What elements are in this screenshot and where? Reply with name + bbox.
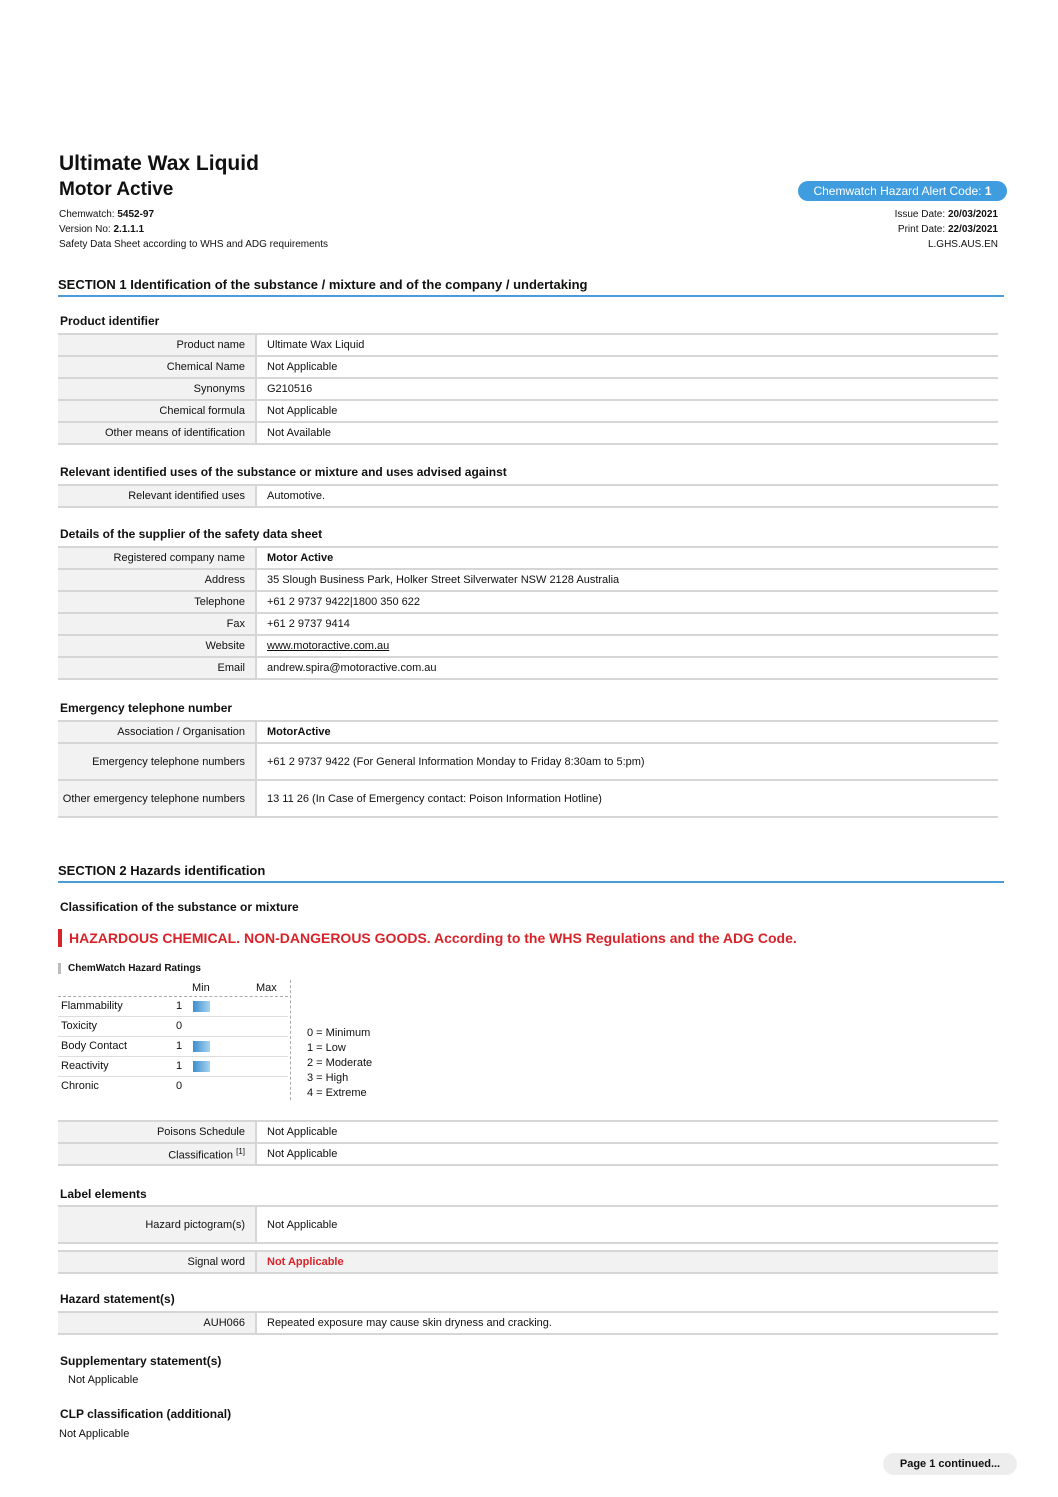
section-1-heading: SECTION 1 Identification of the substance / mixture and of the company / undertaking xyxy=(58,277,1004,297)
rating-bar xyxy=(193,1041,210,1052)
rating-name: Reactivity xyxy=(61,1060,109,1072)
row-key: Address xyxy=(58,569,256,591)
alert-code: 1 xyxy=(984,184,992,198)
rating-bar xyxy=(193,1061,210,1072)
rating-value: 0 xyxy=(176,1020,183,1032)
row-key: Emergency telephone numbers xyxy=(58,743,256,780)
supplier-heading: Details of the supplier of the safety data sheet xyxy=(60,527,323,541)
clp-heading: CLP classification (additional) xyxy=(60,1407,232,1421)
issue-value: 20/03/2021 xyxy=(947,209,998,220)
rating-row xyxy=(58,1037,288,1057)
hazard-statements-table xyxy=(58,1311,998,1335)
rating-name: Flammability xyxy=(61,1000,123,1012)
row-key xyxy=(58,1143,256,1165)
ratings-legend xyxy=(307,1026,372,1101)
table-row xyxy=(58,569,998,591)
document-code: L.GHS.AUS.EN xyxy=(927,239,998,250)
row-key: Relevant identified uses xyxy=(58,485,256,507)
row-value: MotorActive xyxy=(256,721,998,743)
clp-text: Not Applicable xyxy=(59,1428,130,1440)
table-row xyxy=(58,400,998,422)
row-value: Not Applicable xyxy=(256,400,998,422)
website-link[interactable]: www.motoractive.com.au xyxy=(267,640,390,652)
signal-word-value: Not Applicable xyxy=(256,1251,998,1273)
row-key: Chemical formula xyxy=(58,400,256,422)
version-label: Version No: xyxy=(59,224,111,235)
row-key: Chemical Name xyxy=(58,356,256,378)
version-value: 2.1.1.1 xyxy=(113,224,145,235)
table-row xyxy=(58,591,998,613)
row-key: Synonyms xyxy=(58,378,256,400)
table-row xyxy=(58,547,998,569)
hazard-statements-heading: Hazard statement(s) xyxy=(60,1292,175,1306)
uses-heading: Relevant identified uses of the substance or mixture and uses advised against xyxy=(60,465,507,479)
hazard-banner: HAZARDOUS CHEMICAL. NON-DANGEROUS GOODS. According to the WHS Regulations and the ADG Code. xyxy=(58,929,797,947)
table-row xyxy=(58,422,998,444)
legend-item: 3 = High xyxy=(307,1072,349,1084)
table-row xyxy=(58,1206,998,1243)
rating-name: Toxicity xyxy=(61,1020,98,1032)
table-row xyxy=(58,356,998,378)
row-value: 35 Slough Business Park, Holker Street Silverwater NSW 2128 Australia xyxy=(256,569,998,591)
emergency-heading: Emergency telephone number xyxy=(60,701,233,715)
hazard-ratings-table xyxy=(58,982,288,1096)
chemwatch-label: Chemwatch: xyxy=(59,209,115,220)
row-key: Email xyxy=(58,657,256,679)
row-value: Not Applicable xyxy=(256,1143,998,1165)
row-value: +61 2 9737 9422|1800 350 622 xyxy=(256,591,998,613)
row-key: Hazard pictogram(s) xyxy=(58,1206,256,1243)
supplementary-text: Not Applicable xyxy=(68,1374,139,1386)
row-key: Association / Organisation xyxy=(58,721,256,743)
label-elements-heading: Label elements xyxy=(60,1187,147,1201)
table-row xyxy=(58,635,998,657)
row-value: +61 2 9737 9422 (For General Information Monday to Friday 8:30am to 5:pm) xyxy=(256,743,998,780)
company-name: Motor Active xyxy=(59,179,174,200)
row-value: Not Applicable xyxy=(256,1121,998,1143)
max-label: Max xyxy=(256,982,277,994)
table-row xyxy=(58,657,998,679)
row-key: Fax xyxy=(58,613,256,635)
row-value: Not Available xyxy=(256,422,998,444)
row-key: Website xyxy=(58,635,256,657)
print-label: Print Date: xyxy=(897,224,946,235)
ratings-divider xyxy=(290,980,291,1100)
rating-value: 1 xyxy=(176,1060,183,1072)
row-key: Other emergency telephone numbers xyxy=(58,780,256,817)
document-meta-left xyxy=(59,207,328,252)
row-key: Poisons Schedule xyxy=(58,1121,256,1143)
table-row xyxy=(58,1143,998,1165)
product-identifier-heading: Product identifier xyxy=(60,314,160,328)
signal-word-table xyxy=(58,1250,998,1274)
ratings-header xyxy=(58,982,288,997)
legend-item: 1 = Low xyxy=(307,1042,346,1054)
table-row xyxy=(58,485,998,507)
legend-item: 4 = Extreme xyxy=(307,1087,367,1099)
row-value: Not Applicable xyxy=(256,1206,998,1243)
row-key: Signal word xyxy=(58,1251,256,1273)
rating-value: 1 xyxy=(176,1000,183,1012)
pictogram-table xyxy=(58,1205,998,1244)
row-key: Other means of identification xyxy=(58,422,256,444)
issue-label: Issue Date: xyxy=(894,209,946,220)
uses-table xyxy=(58,484,998,508)
ratings-heading: ChemWatch Hazard Ratings xyxy=(58,963,201,974)
rating-name: Body Contact xyxy=(61,1040,128,1052)
rating-row xyxy=(58,997,288,1017)
table-row xyxy=(58,1312,998,1334)
row-key: AUH066 xyxy=(58,1312,256,1334)
print-value: 22/03/2021 xyxy=(947,224,998,235)
table-row xyxy=(58,743,998,780)
rating-name: Chronic xyxy=(61,1080,99,1092)
row-value: Repeated exposure may cause skin dryness and cracking. xyxy=(256,1312,998,1334)
chemwatch-value: 5452-97 xyxy=(117,209,155,220)
table-row xyxy=(58,613,998,635)
row-key: Telephone xyxy=(58,591,256,613)
page-continued-badge: Page 1 continued... xyxy=(883,1453,1017,1475)
legend-item: 2 = Moderate xyxy=(307,1057,373,1069)
row-value: G210516 xyxy=(256,378,998,400)
sds-note: Safety Data Sheet according to WHS and ADG requirements xyxy=(59,239,329,250)
rating-row xyxy=(58,1057,288,1077)
schedule-table xyxy=(58,1120,998,1166)
classification-footnote: [1] xyxy=(236,1146,245,1156)
row-value: Motor Active xyxy=(256,547,998,569)
row-value: andrew.spira@motoractive.com.au xyxy=(256,657,998,679)
rating-row xyxy=(58,1077,288,1096)
classification-label: Classification xyxy=(168,1149,234,1162)
rating-row xyxy=(58,1017,288,1037)
rating-value: 0 xyxy=(176,1080,183,1092)
section-2-heading: SECTION 2 Hazards identification xyxy=(58,863,1004,883)
rating-value: 1 xyxy=(176,1040,183,1052)
row-value: 13 11 26 (In Case of Emergency contact: Poison Information Hotline) xyxy=(256,780,998,817)
document-meta-right xyxy=(895,207,998,252)
supplier-table xyxy=(58,546,998,680)
classification-heading: Classification of the substance or mixture xyxy=(60,900,299,914)
table-row xyxy=(58,334,998,356)
legend-item: 0 = Minimum xyxy=(307,1027,371,1039)
supplementary-heading: Supplementary statement(s) xyxy=(60,1354,222,1368)
table-row xyxy=(58,780,998,817)
rating-bar xyxy=(193,1001,210,1012)
emergency-table xyxy=(58,720,998,818)
product-identifier-table xyxy=(58,333,998,445)
row-value: Automotive. xyxy=(256,485,998,507)
document-title: Ultimate Wax Liquid xyxy=(59,152,259,175)
table-row xyxy=(58,1251,998,1273)
row-value: Not Applicable xyxy=(256,356,998,378)
hazard-alert-badge xyxy=(798,181,1007,201)
row-value: Ultimate Wax Liquid xyxy=(256,334,998,356)
table-row xyxy=(58,721,998,743)
row-key: Registered company name xyxy=(58,547,256,569)
row-value: +61 2 9737 9414 xyxy=(256,613,998,635)
alert-label: Chemwatch Hazard Alert Code: xyxy=(813,184,982,198)
table-row xyxy=(58,378,998,400)
min-label: Min xyxy=(192,982,210,994)
table-row xyxy=(58,1121,998,1143)
row-key: Product name xyxy=(58,334,256,356)
